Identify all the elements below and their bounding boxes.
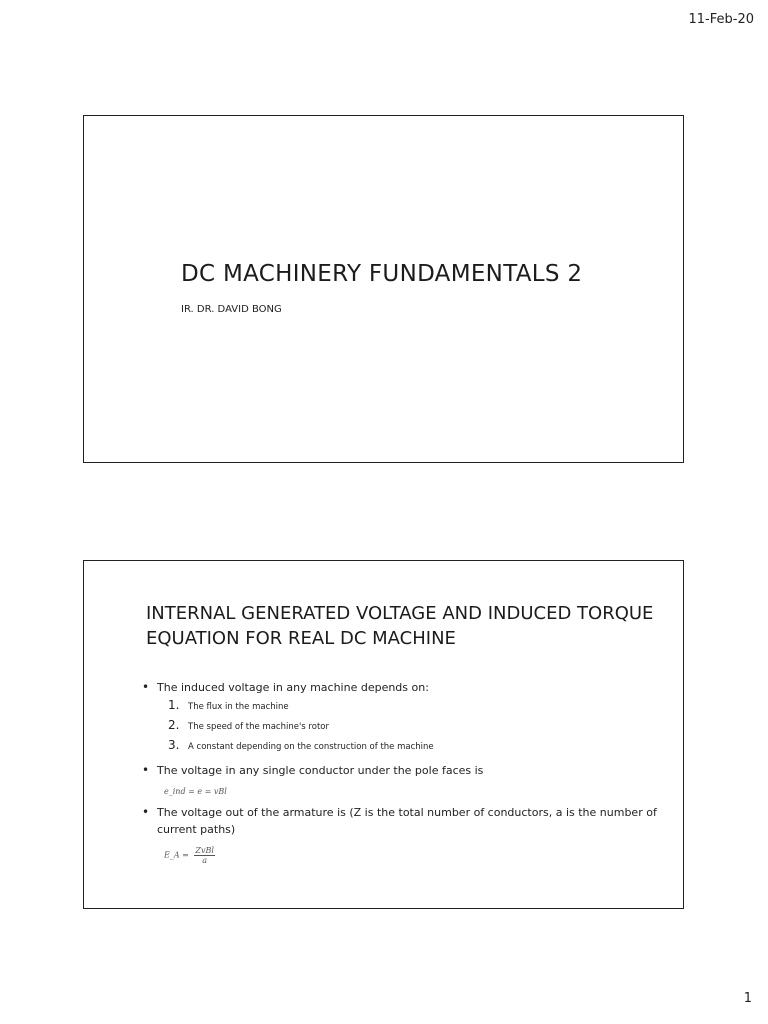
equation-denominator: a <box>202 856 208 865</box>
slide-author: IR. DR. DAVID BONG <box>181 304 282 315</box>
bullet-text: The voltage out of the armature is (Z is the total number of conductors, a is the number of current paths) <box>157 806 657 836</box>
page-number: 1 <box>743 991 752 1006</box>
bullet-dot-icon: • <box>142 805 150 819</box>
bullet-list <box>142 679 662 873</box>
conductor-voltage-equation: e_ind = e = vBl <box>164 787 227 796</box>
bullet-item <box>142 762 662 779</box>
bullet-item <box>142 679 662 696</box>
item-number: 3. <box>168 738 180 752</box>
equation-fraction <box>194 846 215 865</box>
bullet-text: The voltage in any single conductor under the pole faces is <box>157 764 484 777</box>
numbered-list <box>168 698 662 758</box>
content-slide <box>83 560 684 909</box>
slide-title: DC MACHINERY FUNDAMENTALS 2 <box>181 261 583 287</box>
bullet-dot-icon: • <box>142 680 150 694</box>
numbered-item <box>168 738 662 758</box>
slide-heading: INTERNAL GENERATED VOLTAGE AND INDUCED TORQUE EQUATION FOR REAL DC MACHINE <box>146 603 654 649</box>
numbered-item <box>168 718 662 738</box>
bullet-dot-icon: • <box>142 763 150 777</box>
item-number: 2. <box>168 718 180 732</box>
equation-lhs: E_A = <box>164 850 189 860</box>
item-number: 1. <box>168 698 180 712</box>
armature-voltage-equation <box>164 846 662 865</box>
bullet-item <box>142 804 662 838</box>
page-date: 11-Feb-20 <box>688 12 754 27</box>
item-text: The speed of the machine's rotor <box>188 722 329 732</box>
bullet-text: The induced voltage in any machine depends on: <box>157 681 429 694</box>
numbered-item <box>168 698 662 718</box>
title-slide <box>83 115 684 463</box>
equation-numerator: ZvBl <box>195 846 214 855</box>
item-text: The flux in the machine <box>188 702 289 712</box>
item-text: A constant depending on the construction of the machine <box>188 742 434 752</box>
